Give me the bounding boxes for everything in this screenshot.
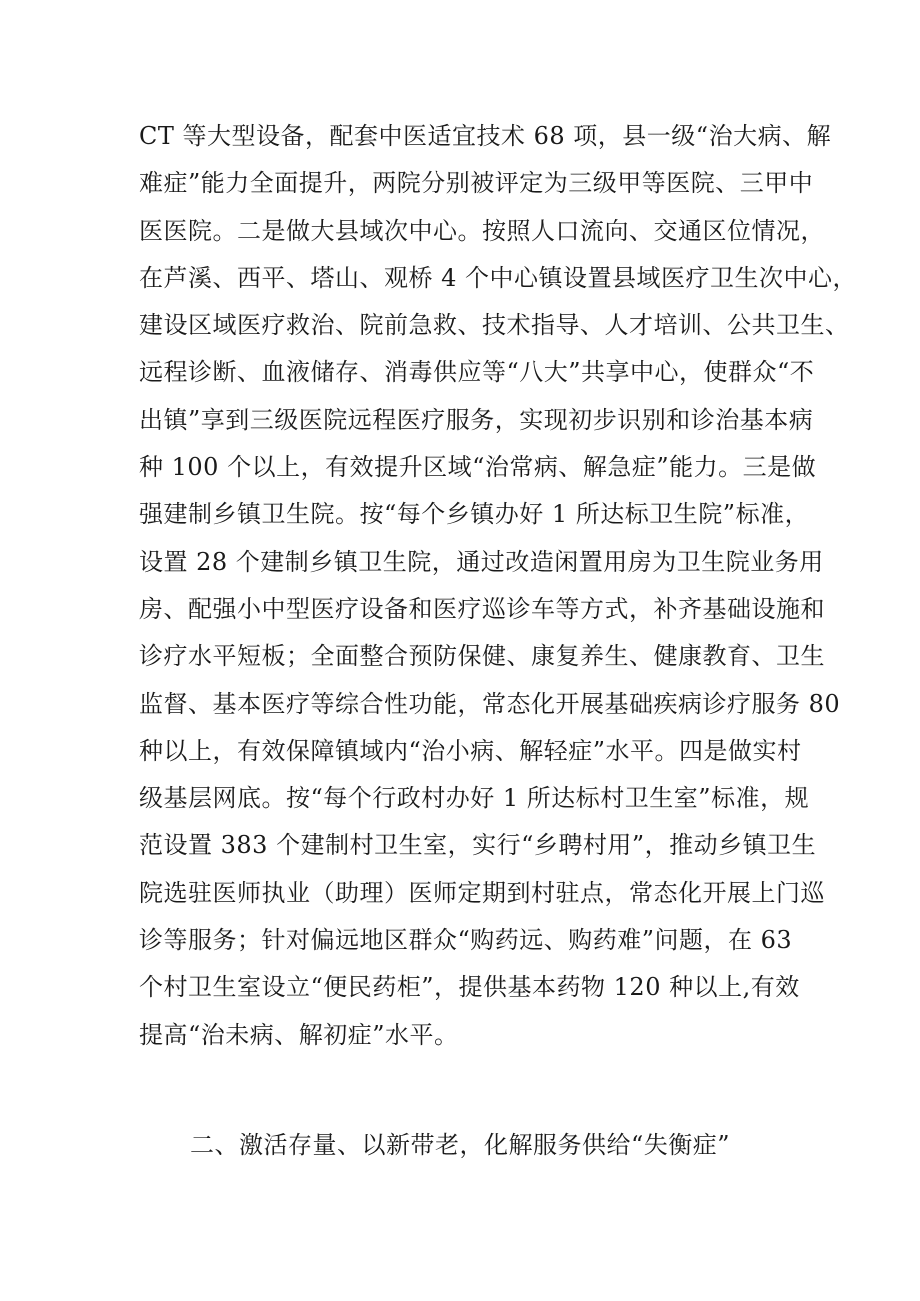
text-line: 范设置 383 个建制村卫生室，实行“乡聘村用”，推动乡镇卫生: [139, 831, 817, 860]
text-line: 个村卫生室设立“便民药柜”，提供基本药物 120 种以上,有效: [139, 973, 800, 1002]
text-line: CT 等大型设备，配套中医适宜技术 68 项，县一级“治大病、解: [139, 122, 832, 150]
text-line: 房、配强小中型医疗设备和医疗巡诊车等方式，补齐基础设施和: [139, 594, 825, 623]
text-line: 强建制乡镇卫生院。按“每个乡镇办好 1 所达标卫生院”标准，: [139, 500, 810, 529]
text-line: 院选驻医师执业（助理）医师定期到村驻点，常态化开展上门巡: [139, 878, 825, 907]
text-line: 远程诊断、血液储存、消毒供应等“八大”共享中心，使群众“不: [139, 358, 815, 387]
text-line: 种 100 个以上，有效提升区域“治常病、解急症”能力。三是做: [139, 453, 817, 482]
text-line: 种以上，有效保障镇域内“治小病、解轻症”水平。四是做实村: [139, 736, 802, 765]
text-line: 出镇”享到三级医院远程医疗服务，实现初步识别和诊治基本病: [139, 405, 814, 434]
text-line: 监督、基本医疗等综合性功能，常态化开展基础疾病诊疗服务 80: [139, 689, 841, 718]
text-line: 诊疗水平短板；全面整合预防保健、康复养生、健康教育、卫生: [139, 642, 825, 671]
body-paragraph: [139, 113, 858, 1059]
section-heading: 二、激活存量、以新带老，化解服务供给“失衡症”: [190, 1131, 731, 1159]
text-line: 级基层网底。按“每个行政村办好 1 所达标村卫生室”标准，规: [139, 784, 810, 813]
text-line: 建设区域医疗救治、院前急救、技术指导、人才培训、公共卫生、: [139, 311, 850, 340]
text-line: 难症”能力全面提升，两院分别被评定为三级甲等医院、三甲中: [139, 169, 814, 198]
text-line: 医医院。二是做大县域次中心。按照人口流向、交通区位情况，: [139, 216, 825, 245]
text-line: 在芦溪、西平、塔山、观桥 4 个中心镇设置县域医疗卫生次中心，: [139, 263, 858, 292]
text-line: 提高“治未病、解初症”水平。: [139, 1020, 459, 1049]
text-line: 设置 28 个建制乡镇卫生院，通过改造闲置用房为卫生院业务用: [139, 547, 824, 576]
text-line: 诊等服务；针对偏远地区群众“购药远、购药难”问题，在 63: [139, 926, 793, 955]
